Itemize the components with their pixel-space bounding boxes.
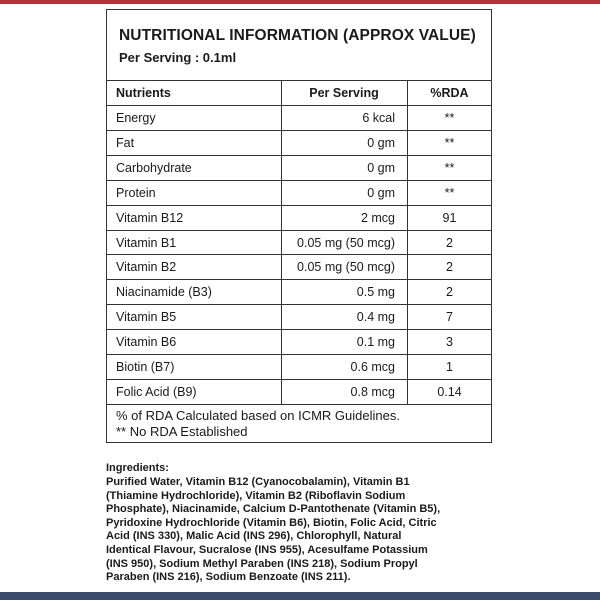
top-accent-stripe bbox=[0, 0, 600, 4]
rda-value: ** bbox=[444, 161, 455, 175]
table-row bbox=[107, 330, 491, 354]
nutrient-name: Vitamin B2 bbox=[116, 260, 177, 274]
ingredients-text-line: Acid (INS 330), Malic Acid (INS 296), Chlorophyll, Natural bbox=[106, 530, 402, 543]
bottom-accent-stripe bbox=[0, 592, 600, 600]
table-row bbox=[107, 206, 491, 230]
per-serving-value: 0 gm bbox=[367, 186, 395, 200]
table-row bbox=[107, 231, 491, 255]
table-row bbox=[107, 355, 491, 379]
header-nutrients: Nutrients bbox=[116, 86, 171, 100]
rda-basis-note: % of RDA Calculated based on ICMR Guidelines. bbox=[116, 408, 400, 423]
ingredients-text-line: (INS 950), Sodium Methyl Paraben (INS 218), Sodium Propyl bbox=[106, 557, 418, 570]
ingredients-text-line: Identical Flavour, Sucralose (INS 955), Acesulfame Potassium bbox=[106, 544, 428, 556]
rda-value: 2 bbox=[446, 236, 453, 250]
ingredients-text-line: (Thiamine Hydrochloride), Vitamin B2 (Riboflavin Sodium bbox=[106, 489, 406, 502]
rda-value: ** bbox=[444, 111, 455, 125]
per-serving-value: 0.05 mg (50 mcg) bbox=[297, 236, 395, 250]
rda-value: 91 bbox=[442, 211, 457, 225]
table-row bbox=[107, 380, 491, 404]
table-row bbox=[107, 156, 491, 180]
per-serving-value: 0.6 mcg bbox=[350, 360, 395, 374]
rda-value: 2 bbox=[446, 260, 453, 274]
serving-size: Per Serving : 0.1ml bbox=[119, 50, 237, 65]
nutrient-name: Vitamin B1 bbox=[116, 236, 177, 250]
per-serving-value: 0.1 mg bbox=[356, 335, 395, 349]
table-row bbox=[107, 255, 491, 279]
nutrient-name: Folic Acid (B9) bbox=[116, 385, 197, 399]
header-per-serving: Per Serving bbox=[309, 86, 379, 100]
divider bbox=[107, 404, 491, 405]
rda-value: ** bbox=[444, 136, 455, 150]
per-serving-value: 0 gm bbox=[367, 161, 395, 175]
rda-value: 1 bbox=[446, 360, 453, 374]
table-row bbox=[107, 131, 491, 155]
per-serving-value: 0 gm bbox=[367, 136, 395, 150]
rda-value: 0.14 bbox=[437, 385, 462, 399]
rda-value: ** bbox=[444, 186, 455, 200]
per-serving-value: 0.5 mg bbox=[356, 285, 395, 299]
rda-value: 2 bbox=[446, 285, 453, 299]
panel-title: NUTRITIONAL INFORMATION (APPROX VALUE) bbox=[119, 27, 476, 44]
per-serving-value: 6 kcal bbox=[362, 111, 395, 125]
table-row bbox=[107, 106, 491, 130]
no-rda-note: ** No RDA Established bbox=[116, 424, 248, 439]
rda-value: 7 bbox=[446, 310, 453, 324]
nutrient-name: Vitamin B12 bbox=[116, 211, 184, 225]
ingredients-text-line: Phosphate), Niacinamide, Calcium D-Pantothenate (Vitamin B5), bbox=[106, 503, 441, 516]
nutrient-name: Niacinamide (B3) bbox=[116, 285, 212, 299]
nutrient-name: Fat bbox=[116, 136, 135, 150]
header-rda: %RDA bbox=[430, 86, 469, 100]
nutrient-name: Biotin (B7) bbox=[116, 360, 175, 374]
table-row bbox=[107, 305, 491, 329]
per-serving-value: 2 mcg bbox=[360, 211, 395, 225]
per-serving-value: 0.8 mcg bbox=[350, 385, 395, 399]
per-serving-value: 0.4 mg bbox=[356, 310, 395, 324]
nutrient-name: Carbohydrate bbox=[116, 161, 192, 175]
rda-value: 3 bbox=[446, 335, 453, 349]
nutrient-name: Vitamin B5 bbox=[116, 310, 177, 324]
nutrient-name: Energy bbox=[116, 111, 156, 125]
nutrient-name: Protein bbox=[116, 186, 156, 200]
table-row bbox=[107, 280, 491, 304]
per-serving-value: 0.05 mg (50 mcg) bbox=[297, 260, 395, 274]
table-row bbox=[107, 181, 491, 205]
ingredients-text-line: Pyridoxine Hydrochloride (Vitamin B6), Biotin, Folic Acid, Citric bbox=[106, 516, 437, 529]
nutrition-facts-panel bbox=[106, 9, 492, 443]
ingredients-text-line: Purified Water, Vitamin B12 (Cyanocobalamin), Vitamin B1 bbox=[106, 476, 410, 488]
table-header-row bbox=[107, 81, 491, 105]
nutrient-name: Vitamin B6 bbox=[116, 335, 177, 349]
ingredients-text-line: Paraben (INS 216), Sodium Benzoate (INS 211). bbox=[106, 571, 351, 584]
ingredients-label: Ingredients: bbox=[106, 462, 169, 474]
